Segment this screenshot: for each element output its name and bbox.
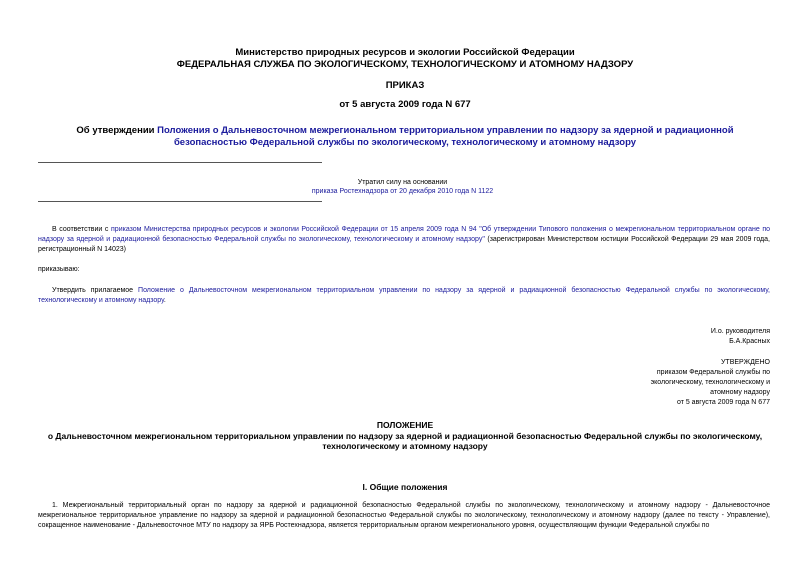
paragraph-basis — [38, 225, 770, 255]
section-title: I. Общие положения — [362, 482, 448, 492]
approval-line-1: УТВЕРЖДЕНО — [720, 359, 770, 366]
approve-text-a: Утвердить прилагаемое — [52, 287, 139, 294]
status-link[interactable]: приказа Ростехнадзора от 20 декабря 2010 года N 1122 — [311, 188, 494, 195]
service-name: ФЕДЕРАЛЬНАЯ СЛУЖБА ПО ЭКОЛОГИЧЕСКОМУ, ТЕХНОЛОГИЧЕСКОМУ И АТОМНОМУ НАДЗОРУ — [176, 59, 634, 70]
basis-text-a: В соответствии с — [52, 226, 112, 233]
divider-bottom — [38, 201, 322, 202]
approval-line-3: экологическому, технологическому и — [650, 379, 770, 386]
title-link[interactable]: Положения о Дальневосточном межрегиональном территориальном управлении по надзору за ядерной и радиационной безопасностью Федеральной службы по экологическому, технологическому и атомному надзору — [157, 125, 734, 148]
regulation-paragraph-1: 1. Межрегиональный территориальный орган по надзору за ядерной и радиационной безопасностью Федеральной службы по экологическому, технологическому и атомному надзору - Дальневосточное межрегиональное территориальное управление по надзору за ядерной и радиационной безопасностью Федеральной службы по экологическому, технологическому и атомному надзору (далее по тексту - Управление), сокращенное наименование - Дальневосточное МТУ по надзору за ЯРБ Ростехнадзора, является территориальным органом межрегионального уровня, осуществляющим функции Федеральной службы по — [38, 502, 770, 529]
paragraph-approve — [38, 286, 770, 306]
document-header — [40, 47, 770, 71]
regulation-title: ПОЛОЖЕНИЕ — [376, 420, 434, 430]
document-title — [40, 125, 770, 149]
signature-block — [520, 327, 770, 347]
regulation-title-block — [40, 420, 770, 452]
approval-line-4: атомному надзору — [710, 389, 770, 396]
status-link-line — [180, 187, 625, 197]
ministry-name: Министерство природных ресурсов и экологии Российской Федерации — [235, 47, 575, 58]
paragraph-order: приказываю: — [38, 266, 80, 273]
divider-top — [38, 162, 322, 163]
approve-text-b: . — [163, 297, 166, 304]
signature-role: И.о. руководителя — [710, 328, 770, 335]
approval-line-5: от 5 августа 2009 года N 677 — [676, 399, 770, 406]
approval-line-2: приказом Федеральной службы по — [656, 369, 770, 376]
basis-link[interactable]: приказом Министерства природных ресурсов и экологии Российской Федерации от 15 апреля 2009 года N 94 "Об утверждении Типового положения о межрегиональном территориальном органе по надзору за ядерной и радиационной безопасностью Федеральной службы по экологическому, технологическому и атомному надзору" — [38, 226, 770, 243]
doc-date-number: от 5 августа 2009 года N 677 — [339, 99, 471, 110]
basis-text-b: (зарегистрирован Министерством юстиции Российской Федерации 29 мая 2009 года, регистрационный N 14023) — [38, 236, 770, 253]
approve-link[interactable]: Положение о Дальневосточном межрегиональном территориальном управлении по надзору за ядерной и радиационной безопасностью Федеральной службы по экологическому, технологическому и атомному надзору — [38, 287, 770, 304]
signature-name: Б.А.Красных — [729, 338, 770, 345]
status-line: Утратил силу на основании — [357, 179, 448, 186]
doc-type: ПРИКАЗ — [385, 80, 425, 91]
regulation-subtitle: о Дальневосточном межрегиональном территориальном управлении по надзору за ядерной и радиационной безопасностью Федеральной службы по экологическому, технологическому и атомному надзору — [47, 430, 763, 451]
title-prefix: Об утверждении — [76, 125, 158, 136]
approval-block — [520, 358, 770, 408]
